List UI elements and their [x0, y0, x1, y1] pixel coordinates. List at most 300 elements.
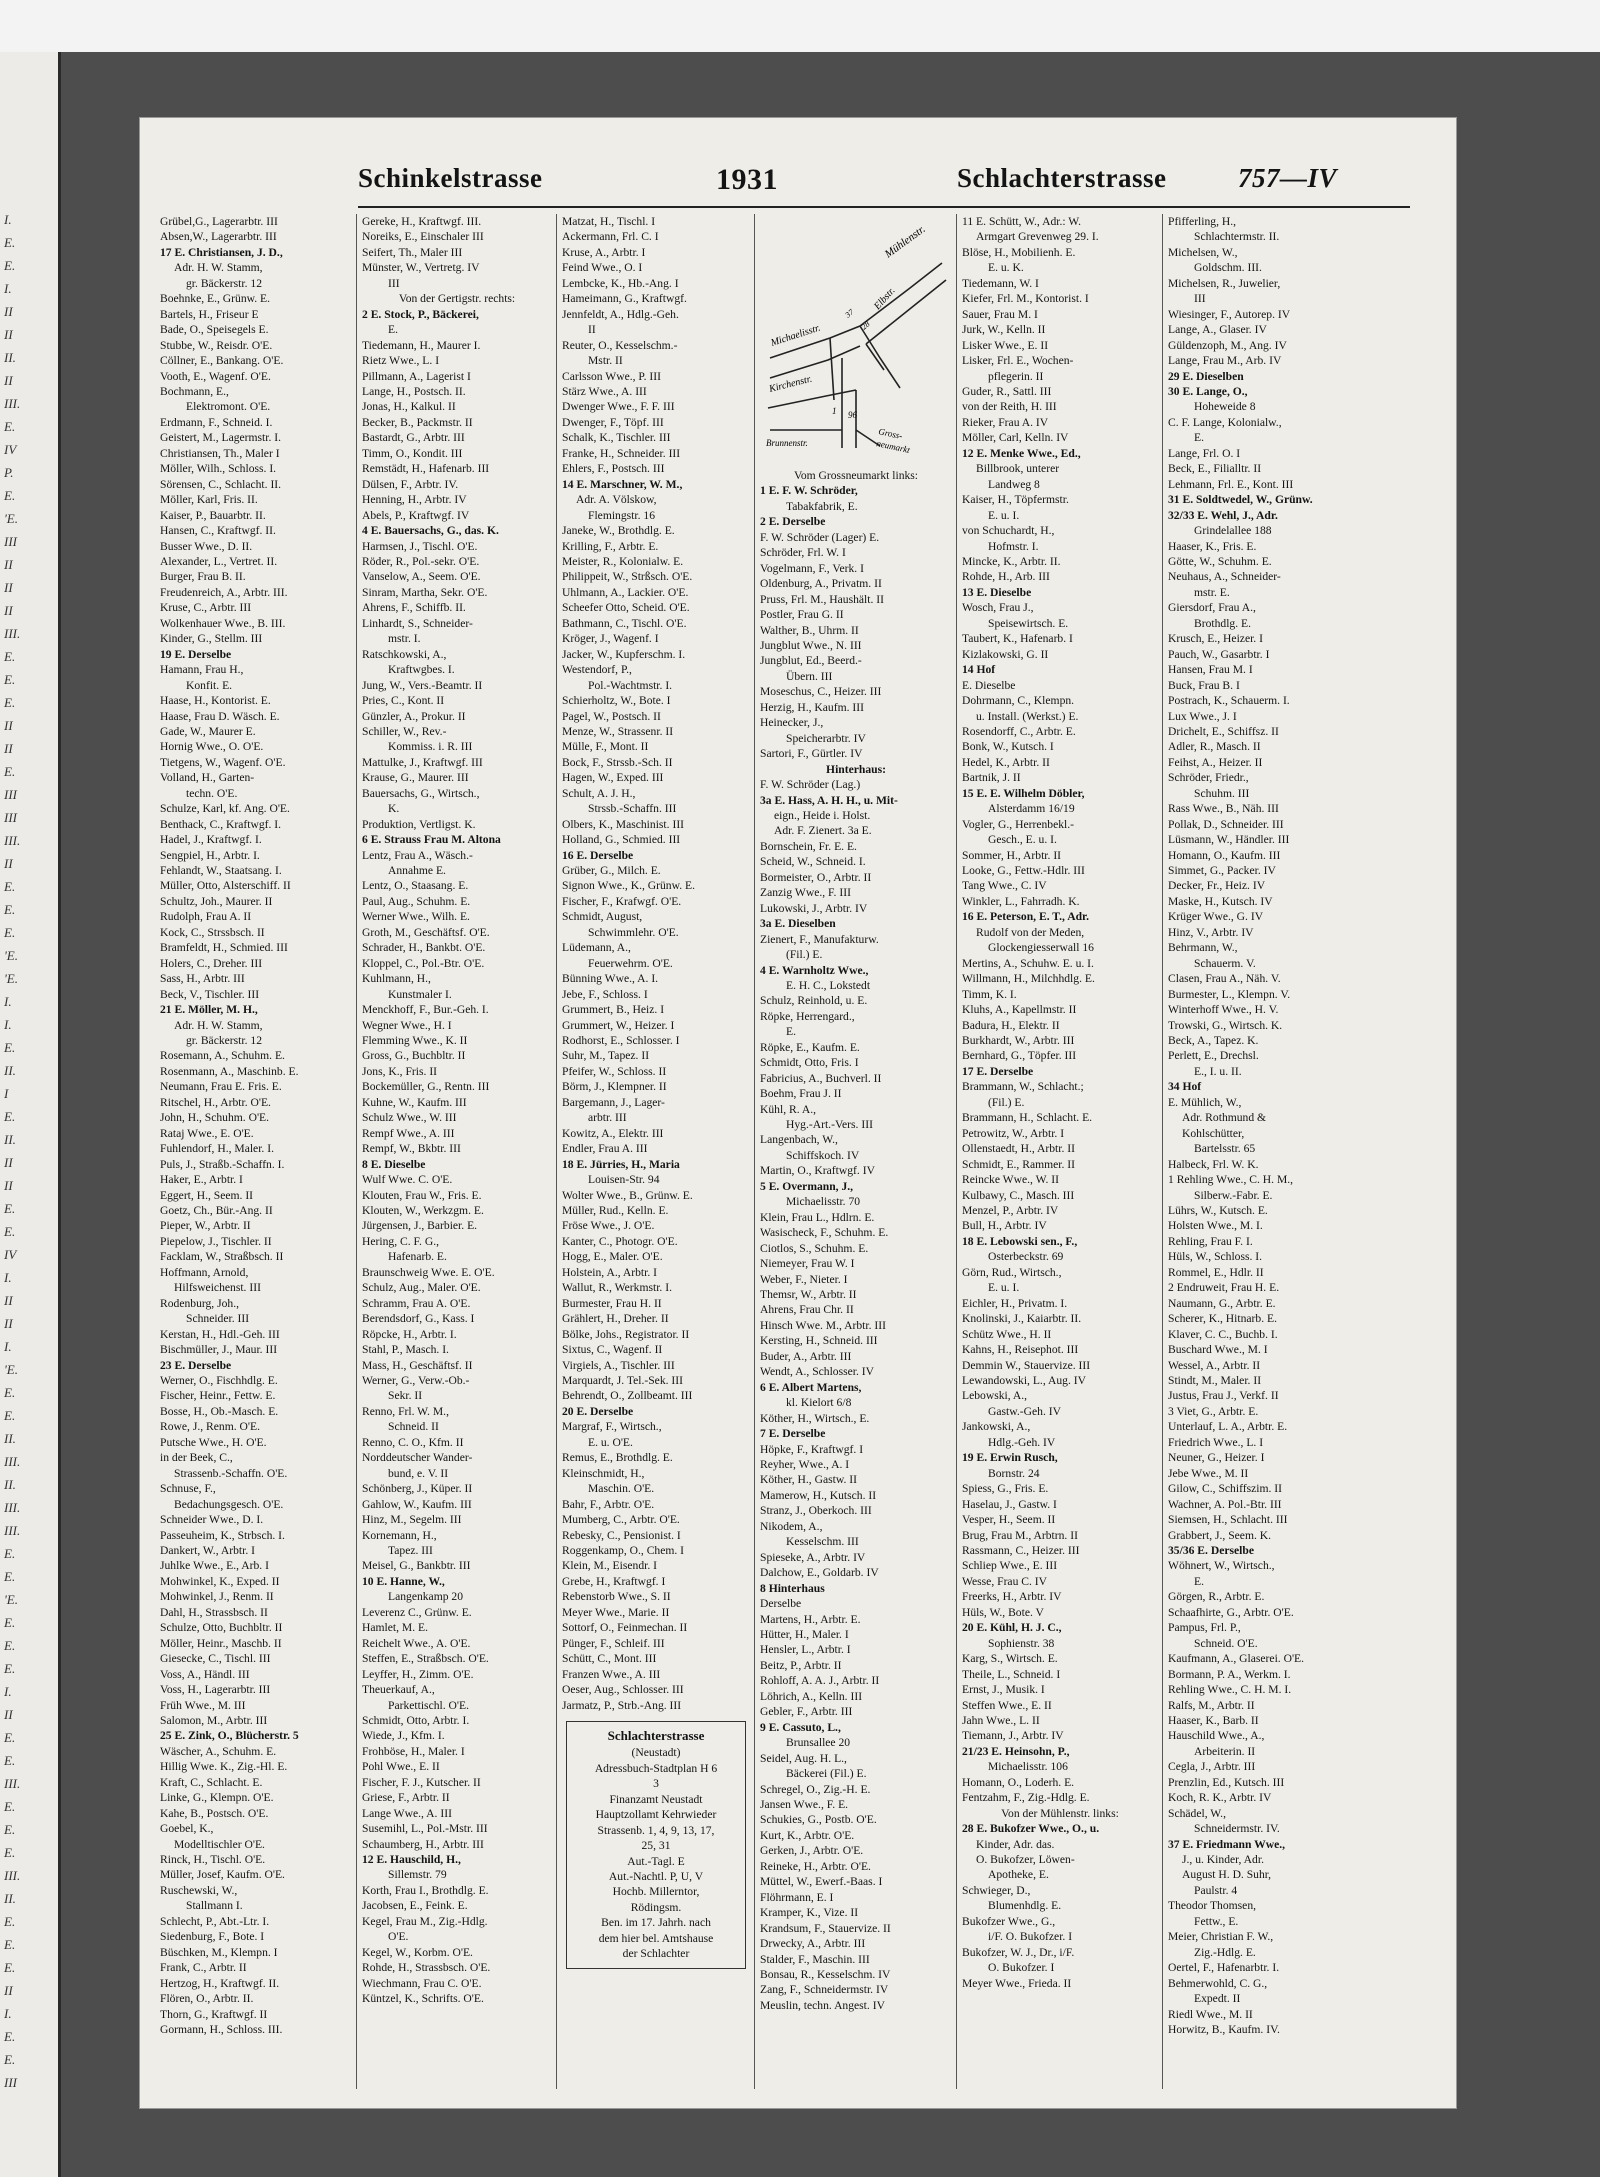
directory-line: Martin, O., Kraftwgf. IV: [760, 1164, 875, 1178]
directory-line: Carlsson Wwe., P. III: [562, 369, 661, 383]
directory-line: Groth, M., Geschäftsf. O'E.: [362, 925, 490, 939]
directory-line: Kizlakowski, G. II: [962, 647, 1049, 661]
directory-line: Hilfsweichenst. III: [174, 1281, 261, 1295]
directory-line: Harmsen, J., Tischl. O'E.: [362, 539, 478, 553]
directory-line: 11 E. Schütt, W., Adr.: W.: [962, 215, 1082, 228]
directory-line: Kegel, W., Korbm. O'E.: [362, 1945, 473, 1959]
directory-line: Flöhrmann, E. I: [760, 1890, 834, 1904]
directory-line: Rosenmann, A., Maschinb. E.: [160, 1064, 299, 1078]
margin-fragment: I.: [4, 281, 12, 296]
directory-line: III: [1194, 292, 1206, 306]
directory-line: Wegner Wwe., H. I: [362, 1018, 452, 1032]
directory-line: Schneider. III: [186, 1312, 250, 1326]
directory-line: Busser Wwe., D. II.: [160, 539, 253, 553]
directory-line: Leverenz C., Grünw. E.: [362, 1605, 472, 1619]
directory-line: Konfit. E.: [186, 678, 233, 692]
margin-fragment: III.: [4, 1523, 21, 1538]
directory-line: 3 Viet, G., Arbtr. E.: [1168, 1404, 1259, 1418]
directory-line: Meisel, G., Bankbtr. III: [362, 1559, 471, 1573]
directory-line: Spiess, G., Fris. E.: [962, 1482, 1049, 1496]
directory-line: Mertins, A., Schuhw. E. u. I.: [962, 956, 1094, 970]
directory-line: Winkler, L., Fahrradh. K.: [962, 894, 1080, 908]
column-2: [362, 214, 552, 2089]
street-info-line: Hauptzollamt Kehrwieder: [595, 1808, 717, 1822]
directory-line: Sass, H., Arbtr. III: [160, 972, 245, 986]
directory-line: Pries, C., Kont. II: [362, 694, 445, 708]
directory-line: Bünning Wwe., A. I.: [562, 972, 659, 986]
directory-line: Schwimmlehr. O'E.: [588, 925, 679, 939]
directory-line: Kegel, Frau M., Zig.-Hdlg.: [362, 1914, 488, 1928]
margin-fragment: II.: [4, 1891, 16, 1906]
directory-line: Neumann, Frau E. Fris. E.: [160, 1080, 282, 1094]
margin-fragment: IV: [4, 442, 17, 457]
directory-line: Rodenburg, Joh.,: [160, 1296, 240, 1310]
directory-line: Guder, R., Sattl. III: [962, 384, 1052, 398]
directory-line: Gormann, H., Schloss. III.: [160, 2023, 283, 2037]
directory-line: Maschin. O'E.: [588, 1482, 655, 1496]
directory-line: Kanter, C., Photogr. O'E.: [562, 1234, 678, 1248]
directory-line: Facklam, W., Straßbsch. II: [160, 1250, 284, 1264]
directory-line: Suhr, M., Tapez. II: [562, 1049, 650, 1063]
directory-line: Lüsmann, W., Händler. III: [1168, 833, 1290, 847]
directory-line: Fischer, Heinr., Fettw. E.: [160, 1389, 276, 1403]
margin-fragment: IV: [4, 1247, 17, 1262]
directory-line: Becker, B., Packmstr. II: [362, 415, 473, 429]
directory-line: u. Install. (Werkst.) E.: [976, 709, 1079, 723]
directory-line: Schregel, O., Zig.-H. E.: [760, 1782, 871, 1796]
directory-line: Gesch., E. u. I.: [988, 833, 1057, 847]
directory-line: Schulz, Aug., Maler. O'E.: [362, 1281, 481, 1295]
margin-fragment: III.: [4, 1454, 21, 1469]
directory-line: Trowski, G., Wirtsch. K.: [1168, 1018, 1283, 1032]
directory-line: Stallmann I.: [186, 1899, 243, 1913]
directory-line: Henning, H., Arbtr. IV: [362, 493, 467, 507]
directory-line: Feind Wwe., O. I: [562, 261, 643, 275]
margin-fragment: II: [4, 718, 13, 733]
house-number-entry: 37 E. Friedmann Wwe.,: [1168, 1837, 1286, 1851]
map-label: Mühlenstr.: [882, 223, 928, 261]
directory-line: Burger, Frau B. II.: [160, 570, 246, 584]
directory-line: Hamlet, M. E.: [362, 1621, 429, 1635]
street-info-title: Schlachterstrasse: [607, 1727, 705, 1743]
directory-line: Schlecht, P., Abt.-Ltr. I.: [160, 1914, 270, 1928]
directory-line: Krüger Wwe., G. IV: [1168, 910, 1264, 924]
directory-line: Osterbeckstr. 69: [988, 1250, 1064, 1264]
directory-line: Ahrens, Frau Chr. II: [760, 1303, 854, 1317]
directory-line: Susemihl, L., Pol.-Mstr. III: [362, 1822, 488, 1836]
directory-line: Homann, O., Loderh. E.: [962, 1775, 1075, 1789]
directory-line: Schmidt, E., Rammer. II: [962, 1157, 1076, 1171]
house-number-entry: 8 E. Dieselbe: [362, 1157, 426, 1171]
directory-line: O'E.: [388, 1930, 409, 1944]
directory-line: Holers, C., Dreher. III: [160, 956, 263, 970]
directory-line: Tiedemann, H., Maurer I.: [362, 338, 481, 352]
margin-fragment: E.: [4, 2029, 16, 2044]
directory-line: Elektromont. O'E.: [186, 400, 271, 414]
house-number-entry: 21 E. Möller, M. H.,: [160, 1003, 258, 1017]
directory-line: Flemingstr. 16: [588, 508, 655, 522]
margin-fragment: III: [4, 787, 17, 802]
margin-fragment: E.: [4, 1546, 16, 1561]
directory-line: Olbers, K., Maschinist. III: [562, 817, 685, 831]
directory-line: Spieseke, A., Arbtr. IV: [760, 1550, 866, 1564]
directory-line: Grebe, H., Kraftwgf. I: [562, 1574, 666, 1588]
directory-line: Beitz, P., Arbtr. II: [760, 1658, 842, 1672]
directory-line: Lange, Frl. O. I: [1168, 446, 1241, 460]
margin-fragment: E.: [4, 1822, 16, 1837]
directory-line: Grählert, H., Dreher. II: [562, 1312, 669, 1326]
directory-line: Schneid. O'E.: [1194, 1636, 1258, 1650]
directory-line: Westendorf, P.,: [562, 663, 632, 677]
margin-fragment: II: [4, 304, 13, 319]
street-info-box: [566, 1721, 746, 1969]
margin-fragment: E.: [4, 1937, 16, 1952]
directory-line: Müller, Rud., Kelln. E.: [562, 1204, 669, 1217]
directory-line: John, H., Schuhm. O'E.: [160, 1111, 270, 1125]
directory-line: Michelsen, W.,: [1168, 245, 1238, 259]
directory-line: Gahlow, W., Kaufm. III: [362, 1497, 472, 1511]
directory-line: Wendt, A., Schlosser. IV: [760, 1365, 875, 1379]
map-label: neumarkt: [875, 438, 911, 456]
margin-fragment: II: [4, 1293, 13, 1308]
directory-line: Kleinschmidt, H.,: [562, 1466, 645, 1480]
directory-line: kl. Kielort 6/8: [786, 1396, 852, 1410]
directory-line: Rodhorst, E., Schlosser. I: [562, 1034, 680, 1048]
house-number-entry: 8 Hinterhaus: [760, 1581, 825, 1595]
directory-line: Ciotlos, S., Schuhm. E.: [760, 1241, 869, 1255]
directory-line: Erdmann, F., Schneid. I.: [160, 415, 273, 429]
directory-line: Menze, W., Strassenr. II: [562, 724, 674, 738]
directory-line: Paulstr. 4: [1194, 1883, 1238, 1897]
directory-line: Schütt, C., Mont. III: [562, 1652, 657, 1666]
column-divider: [356, 214, 357, 2089]
margin-fragment: II: [4, 557, 13, 572]
directory-line: Maske, H., Kutsch. IV: [1168, 894, 1273, 908]
directory-line: Reineke, H., Arbtr. O'E.: [760, 1859, 871, 1873]
directory-line: Börm, J., Klempner. II: [562, 1080, 667, 1094]
directory-line: Mamerow, H., Kutsch. II: [760, 1488, 877, 1502]
margin-fragment: E.: [4, 1040, 16, 1055]
directory-line: 2 Endruweit, Frau H. E.: [1168, 1281, 1280, 1295]
house-number-entry: 6 E. Albert Martens,: [760, 1380, 862, 1394]
header-rule: [358, 206, 1410, 208]
house-number-entry: 20 E. Derselbe: [562, 1404, 634, 1418]
directory-line: Michaelisstr. 106: [988, 1760, 1068, 1774]
directory-line: Dohrmann, C., Klempn.: [962, 694, 1075, 708]
directory-line: Buschard Wwe., M. I: [1168, 1343, 1268, 1357]
directory-line: Neuhaus, A., Schneider-: [1168, 570, 1281, 584]
directory-line: Kesselschm. III: [786, 1535, 859, 1549]
directory-line: Apotheke, E.: [988, 1868, 1049, 1882]
directory-line: Dwenger, F., Töpf. III: [562, 415, 664, 429]
directory-line: Sottorf, O., Feinmechan. II: [562, 1621, 688, 1635]
directory-line: Görn, Rud., Wirtsch.,: [962, 1265, 1062, 1279]
directory-line: Holstein, A., Arbtr. I: [562, 1265, 658, 1279]
directory-line: Hornig Wwe., O. O'E.: [160, 740, 264, 754]
directory-line: Rietz Wwe., L. I: [362, 354, 440, 368]
directory-line: Tabakfabrik, E.: [786, 499, 858, 513]
directory-line: Bade, O., Speisegels E.: [160, 323, 269, 337]
directory-line: Parkettischl. O'E.: [388, 1698, 469, 1712]
directory-line: Jennfeldt, A., Hdlg.-Geh.: [562, 307, 679, 321]
house-number-entry: 32/33 E. Wehl, J., Adr.: [1168, 508, 1278, 522]
directory-line: Schauerm. V.: [1194, 956, 1256, 970]
directory-line: Salomon, M., Arbtr. III: [160, 1713, 268, 1727]
house-number-entry: 19 E. Derselbe: [160, 647, 232, 661]
directory-line: Kunstmaler I.: [388, 987, 452, 1001]
directory-line: Bornstr. 24: [988, 1466, 1040, 1480]
directory-line: Flemming Wwe., K. II: [362, 1034, 468, 1048]
margin-fragment: II: [4, 741, 13, 756]
house-number-entry: 18 E. Jürries, H., Maria: [562, 1157, 680, 1171]
directory-line: Voss, H., Lagerarbtr. III: [160, 1683, 271, 1697]
directory-line: Endler, Frau A. III: [562, 1142, 648, 1156]
directory-line: Wöhnert, W., Wirtsch.,: [1168, 1559, 1275, 1573]
margin-fragment: II.: [4, 1477, 16, 1492]
directory-line: Schulz Wwe., W. III: [362, 1111, 457, 1125]
directory-line: Lentz, Frau A., Wäsch.-: [362, 848, 473, 862]
directory-line: Menzel, P., Arbtr. IV: [962, 1204, 1059, 1217]
directory-line: Martens, H., Arbtr. E.: [760, 1612, 861, 1626]
directory-line: Kruse, C., Arbtr. III: [160, 601, 252, 615]
directory-line: Mattulke, J., Kraftwgf. III: [362, 755, 483, 769]
directory-line: K.: [388, 802, 400, 816]
directory-line: Pampus, Frl. P.,: [1168, 1621, 1241, 1635]
directory-line: Freerks, H., Arbtr. IV: [962, 1590, 1062, 1604]
directory-line: Landweg 8: [988, 477, 1040, 491]
directory-line: C. F. Lange, Kolonialw.,: [1168, 415, 1282, 429]
map-label: Gross-: [877, 426, 904, 441]
directory-line: Hansen, C., Kraftwgf. II.: [160, 524, 276, 538]
directory-line: Lisker Wwe., E. II: [962, 338, 1049, 352]
house-number-entry: 16 E. Peterson, E. T., Adr.: [962, 910, 1090, 924]
directory-line: Lebowski, A.,: [962, 1389, 1028, 1403]
house-number-entry: 34 Hof: [1168, 1080, 1202, 1094]
directory-line: Hadel, J., Kraftwgf. I.: [160, 833, 262, 847]
street-info-line: 3: [653, 1777, 659, 1791]
directory-line: Münster, W., Vertretg. IV: [362, 261, 480, 275]
directory-line: Moseschus, C., Heizer. III: [760, 685, 882, 699]
directory-line: Pruss, Frl. M., Haushält. II: [760, 592, 884, 606]
directory-line: Klein, M., Eisendr. I: [562, 1559, 657, 1573]
directory-line: Rehling, Frau F. I.: [1168, 1234, 1253, 1248]
margin-fragment: E.: [4, 902, 16, 917]
directory-line: Schukies, G., Postb. O'E.: [760, 1813, 877, 1827]
directory-line: Schütz Wwe., H. II: [962, 1327, 1052, 1341]
directory-line: mstr. E.: [1194, 585, 1230, 599]
directory-line: E. Dieselbe: [962, 678, 1016, 692]
margin-fragment: E.: [4, 1753, 16, 1768]
margin-fragment: II: [4, 327, 13, 342]
directory-line: Thorn, G., Kraftwgf. II: [160, 2007, 268, 2021]
house-number-entry: 2 E. Derselbe: [760, 515, 826, 529]
directory-line: Sörensen, C., Schlacht. II.: [160, 477, 282, 491]
directory-line: Jarmatz, P., Strb.-Ang. III: [562, 1698, 682, 1712]
directory-line: Lukowski, J., Arbtr. IV: [760, 901, 868, 915]
directory-line: Brug, Frau M., Arbtrn. II: [962, 1528, 1078, 1542]
directory-line: Vesper, H., Seem. II: [962, 1513, 1056, 1527]
directory-line: Sommer, H., Arbtr. II: [962, 848, 1062, 862]
house-number-entry: 29 E. Dieselben: [1168, 369, 1244, 383]
margin-fragment: I.: [4, 1270, 12, 1285]
directory-line: Rommel, E., Hdlr. II: [1168, 1265, 1264, 1279]
directory-line: Rempf, W., Bkbtr. III: [362, 1142, 461, 1156]
directory-line: Derselbe: [760, 1597, 802, 1611]
directory-line: Meyer Wwe., Marie. II: [562, 1605, 670, 1619]
directory-line: Schmidt, August,: [562, 910, 643, 924]
directory-line: Willmann, H., Milchhdlg. E.: [962, 972, 1095, 986]
margin-fragment: I.: [4, 1017, 12, 1032]
margin-fragment: I.: [4, 212, 12, 227]
directory-line: Hoheweide 8: [1194, 400, 1256, 414]
directory-line: Möller, Carl, Kelln. IV: [962, 431, 1069, 445]
street-info-line: Aut.-Tagl. E: [627, 1854, 685, 1868]
right-street-heading: Schlachterstrasse: [957, 163, 1167, 193]
directory-line: Karg, S., Wirtsch. E.: [962, 1652, 1058, 1666]
directory-line: Röpke, Herrengard.,: [760, 1009, 855, 1023]
directory-line: Kommiss. i. R. III: [388, 740, 473, 754]
directory-line: Gastw.-Geh. IV: [988, 1404, 1061, 1418]
directory-line: Seifert, Th., Maler III: [362, 245, 463, 259]
directory-line: Schneider Wwe., D. I.: [160, 1513, 264, 1527]
directory-line: E.: [1194, 431, 1204, 445]
directory-line: Kröger, J., Wagenf. I: [562, 632, 659, 646]
margin-fragment: E.: [4, 1109, 16, 1124]
margin-fragment: E.: [4, 649, 16, 664]
directory-line: Pünger, F., Schleif. III: [562, 1636, 665, 1650]
house-number-entry: 13 E. Dieselbe: [962, 585, 1032, 599]
directory-line: Kraftwgbes. I.: [388, 663, 455, 677]
directory-line: Fuhlendorf, H., Maler. I.: [160, 1142, 274, 1156]
directory-line: Uhlmann, A., Lackier. O'E.: [562, 585, 689, 599]
directory-line: Modelltischler O'E.: [174, 1837, 265, 1851]
directory-line: Nikodem, A.,: [760, 1519, 823, 1533]
house-number-entry: 23 E. Derselbe: [160, 1358, 232, 1372]
directory-line: Schierholtz, W., Bote. I: [562, 694, 671, 708]
directory-line: Kornemann, H.,: [362, 1528, 437, 1542]
directory-line: Schaafhirte, G., Arbtr. O'E.: [1168, 1605, 1294, 1619]
scan-top-border: [0, 0, 1600, 52]
directory-line: Rosendorff, C., Arbtr. E.: [962, 724, 1076, 738]
margin-fragment: E.: [4, 1615, 16, 1630]
directory-line: Norddeutscher Wander-: [362, 1451, 473, 1465]
house-number-entry: 17 E. Derselbe: [962, 1064, 1034, 1078]
directory-line: Bukofzer, W. J., Dr., i/F.: [962, 1945, 1075, 1959]
margin-fragment: E.: [4, 1408, 16, 1423]
directory-line: Oldenburg, A., Privatm. II: [760, 577, 882, 591]
house-number-entry: 18 E. Lebowski sen., F.,: [962, 1234, 1078, 1248]
directory-line: Holland, G., Schmied. III: [562, 833, 681, 847]
directory-line: Grummert, B., Heiz. I: [562, 1003, 665, 1017]
directory-line: Bartnik, J. II: [962, 771, 1021, 785]
margin-fragment: 'E.: [4, 971, 18, 986]
directory-line: Tang Wwe., C. IV: [962, 879, 1047, 893]
directory-line: Badura, H., Elektr. II: [962, 1018, 1060, 1032]
directory-line: Grübel,G., Lagerarbtr. III: [160, 215, 278, 228]
directory-line: Bedachungsgesch. O'E.: [174, 1497, 284, 1511]
margin-fragment: II: [4, 856, 13, 871]
directory-line: Bull, H., Arbtr. IV: [962, 1219, 1047, 1233]
elbstr-line: [866, 344, 884, 370]
directory-line: Goebel, K.,: [160, 1822, 214, 1836]
directory-line: Tiedemann, W. I: [962, 276, 1039, 290]
directory-line: Ernst, J., Musik. I: [962, 1683, 1045, 1697]
directory-line: Stärz Wwe., A. III: [562, 384, 647, 398]
margin-fragment: III: [4, 810, 17, 825]
directory-line: Giersdorf, Frau A.,: [1168, 601, 1256, 615]
directory-line: Unterlauf, L. A., Arbtr. E.: [1168, 1420, 1288, 1434]
directory-page: [140, 118, 1456, 2108]
directory-line: Marquardt, J. Tel.-Sek. III: [562, 1373, 683, 1387]
margin-fragment: E.: [4, 1960, 16, 1975]
directory-line: Beck, E., Filialltr. II: [1168, 462, 1262, 476]
directory-line: Köther, H., Gastw. II: [760, 1473, 857, 1487]
house-number-entry: 12 E. Menke Wwe., Ed.,: [962, 446, 1081, 460]
map-label: Kirchenstr.: [768, 373, 814, 395]
directory-line: Puls, J., Straßb.-Schaffn. I.: [160, 1157, 285, 1171]
directory-line: Kloppel, C., Pol.-Btr. O'E.: [362, 956, 485, 970]
directory-line: Korth, Frau I., Brothdlg. E.: [362, 1883, 489, 1897]
directory-line: O. Bukofzer. I: [988, 1961, 1055, 1975]
directory-line: Rohde, H., Strassbsch. O'E.: [362, 1961, 491, 1975]
directory-line: Adler, R., Masch. II: [1168, 740, 1261, 754]
margin-fragment: III.: [4, 626, 21, 641]
directory-line: Vanselow, A., Seem. O'E.: [362, 570, 481, 584]
directory-line: Kahns, H., Reisephot. III: [962, 1343, 1079, 1357]
margin-fragment: III.: [4, 1776, 21, 1791]
directory-line: Lange, Frau M., Arb. IV: [1168, 354, 1282, 368]
directory-line: Bockemüller, G., Rentn. III: [362, 1080, 490, 1094]
directory-line: Frank, C., Arbtr. II: [160, 1961, 247, 1975]
directory-line: von der Reith, H. III: [962, 400, 1057, 414]
directory-line: Behrmann, W.,: [1168, 941, 1238, 955]
directory-line: E. u. K.: [988, 261, 1024, 275]
directory-line: Louisen-Str. 94: [588, 1173, 660, 1187]
directory-line: (Fil.) E.: [988, 1095, 1025, 1109]
directory-line: Bastardt, G., Arbtr. III: [362, 431, 465, 445]
directory-line: Bock, F., Strssb.-Sch. II: [562, 755, 673, 769]
directory-line: Expedt. II: [1194, 1992, 1241, 2006]
directory-line: Mülle, F., Mont. II: [562, 740, 649, 754]
directory-line: Griese, F., Arbtr. II: [362, 1791, 450, 1805]
page-number: 757—IV: [1238, 163, 1338, 193]
directory-line: Bernhard, G., Töpfer. III: [962, 1049, 1077, 1063]
directory-line: Philippeit, W., Strßsch. O'E.: [562, 570, 693, 584]
directory-line: Jacker, W., Kupferschm. I.: [562, 647, 686, 661]
directory-line: E. u. I.: [988, 508, 1020, 522]
margin-fragment: E.: [4, 1661, 16, 1676]
directory-line: Remstädt, H., Hafenarb. III: [362, 462, 490, 476]
margin-fragment: 'E.: [4, 511, 18, 526]
street-info-line: Finanzamt Neustadt: [609, 1792, 703, 1806]
directory-line: Bauersachs, G., Wirtsch.,: [362, 786, 480, 800]
directory-line: Bonk, W., Kutsch. I: [962, 740, 1054, 754]
directory-line: Röpcke, H., Arbtr. I.: [362, 1327, 457, 1341]
directory-line: Rudolph, Frau A. II: [160, 910, 252, 924]
directory-line: Jebe Wwe., M. II: [1168, 1466, 1249, 1480]
directory-line: Gilow, C., Schiffszim. II: [1168, 1482, 1282, 1496]
directory-line: Ollenstaedt, H., Arbtr. II: [962, 1142, 1076, 1156]
directory-line: Heinecker, J.,: [760, 716, 824, 730]
directory-line: Lisker, Frl. E., Wochen-: [962, 354, 1074, 368]
directory-line: Hdlg.-Geh. IV: [988, 1435, 1056, 1449]
street-info-line: 25, 31: [641, 1839, 671, 1853]
directory-line: II: [588, 323, 596, 337]
directory-line: Knolinski, J., Kaiarbtr. II.: [962, 1312, 1082, 1326]
directory-line: Krusch, E., Heizer. I: [1168, 632, 1263, 646]
house-number-entry: 5 E. Overmann, J.,: [760, 1179, 854, 1193]
directory-line: Linke, G., Klempn. O'E.: [160, 1791, 274, 1805]
